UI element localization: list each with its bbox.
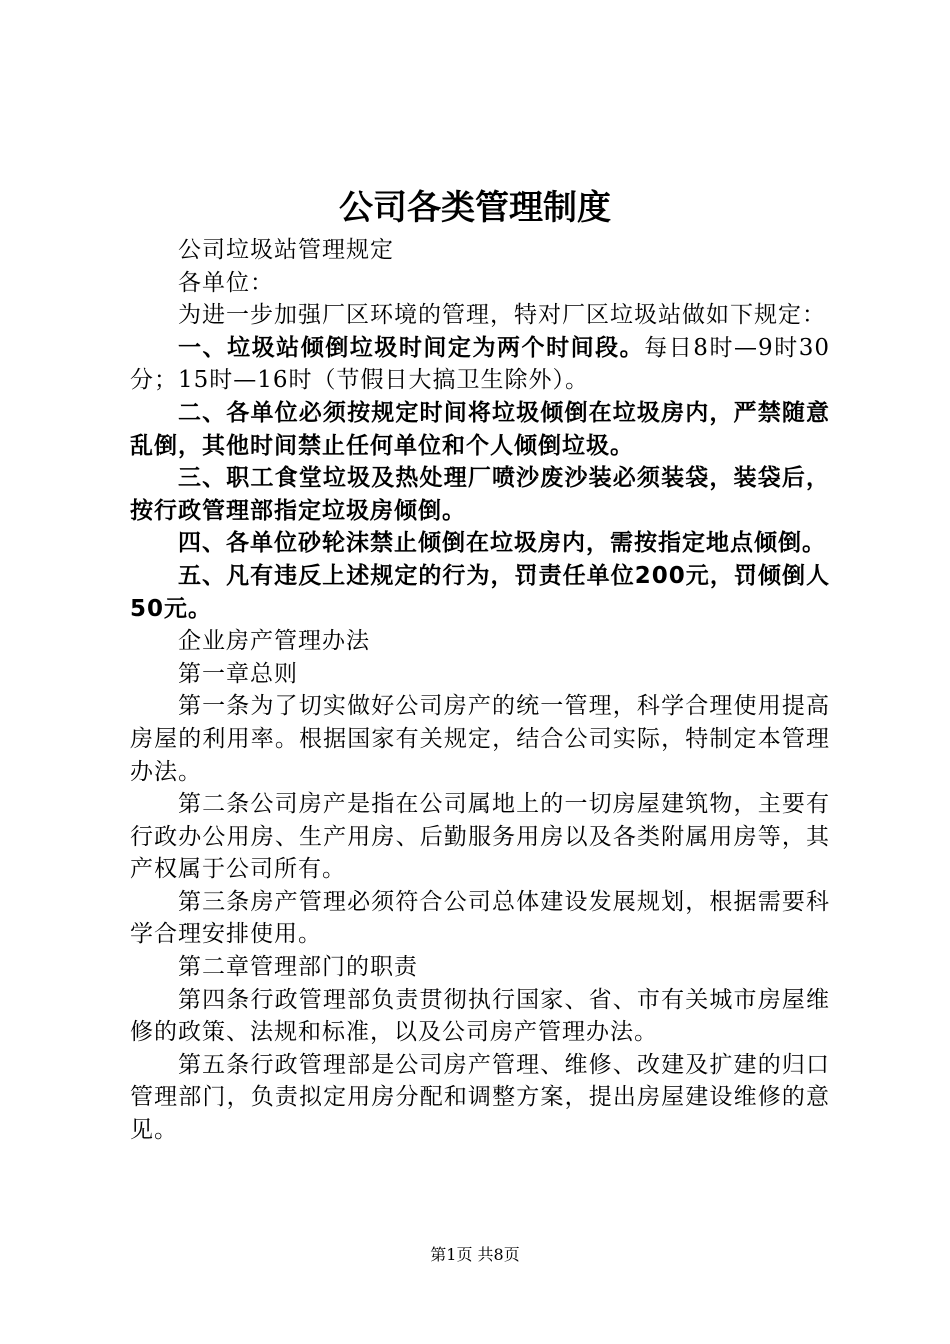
paragraph-rule-3: 三、职工食堂垃圾及热处理厂喷沙废沙装必须装袋，装袋后，按行政管理部指定垃圾房倾倒。	[130, 465, 830, 524]
document-title: 公司各类管理制度	[339, 188, 611, 228]
paragraph-garbage-station-title: 公司垃圾站管理规定	[178, 237, 394, 263]
paragraph-rule-4: 四、各单位砂轮沫禁止倾倒在垃圾房内，需按指定地点倾倒。	[178, 530, 826, 557]
paragraph-rule-2: 二、各单位必须按规定时间将垃圾倾倒在垃圾房内，严禁随意乱倒，其他时间禁止任何单位和个人倾倒垃圾。	[130, 399, 830, 459]
rule-1-rest: 每日8时—9时30分；15时—16时（节假日大搞卫生除外）。	[130, 334, 830, 394]
paragraph-article-2: 第二条公司房产是指在公司属地上的一切房屋建筑物，主要有行政办公用房、生产用房、后勤服务用房以及各类附属用房等，其产权属于公司所有。	[130, 791, 830, 883]
paragraph-chapter-2: 第二章管理部门的职责	[178, 954, 418, 981]
paragraph-article-4: 第四条行政管理部负责贯彻执行国家、省、市有关城市房屋维修的政策、法规和标准，以及公司房产管理办法。	[130, 986, 830, 1046]
paragraph-rule-5: 五、凡有违反上述规定的行为，罚责任单位200元，罚倾倒人50元。	[130, 562, 830, 622]
page-footer: 第1页 共8页	[430, 1245, 520, 1264]
paragraph-article-3: 第三条房产管理必须符合公司总体建设发展规划，根据需要科学合理安排使用。	[130, 888, 830, 948]
paragraph-chapter-1: 第一章总则	[178, 660, 298, 687]
document-body	[130, 234, 830, 1147]
paragraph-rule-1	[130, 332, 830, 397]
rule-1-lead: 一、垃圾站倾倒垃圾时间定为两个时间段。	[178, 334, 645, 361]
paragraph-addressee: 各单位：	[178, 269, 274, 296]
paragraph-article-5: 第五条行政管理部是公司房产管理、维修、改建及扩建的归口管理部门，负责拟定用房分配和调整方案，提出房屋建设维修的意见。	[130, 1051, 830, 1144]
paragraph-intro: 为进一步加强厂区环境的管理，特对厂区垃圾站做如下规定：	[178, 302, 826, 329]
paragraph-property-title: 企业房产管理办法	[178, 628, 370, 655]
paragraph-article-1: 第一条为了切实做好公司房产的统一管理，科学合理使用提高房屋的利用率。根据国家有关规定，结合公司实际，特制定本管理办法。	[130, 693, 830, 785]
